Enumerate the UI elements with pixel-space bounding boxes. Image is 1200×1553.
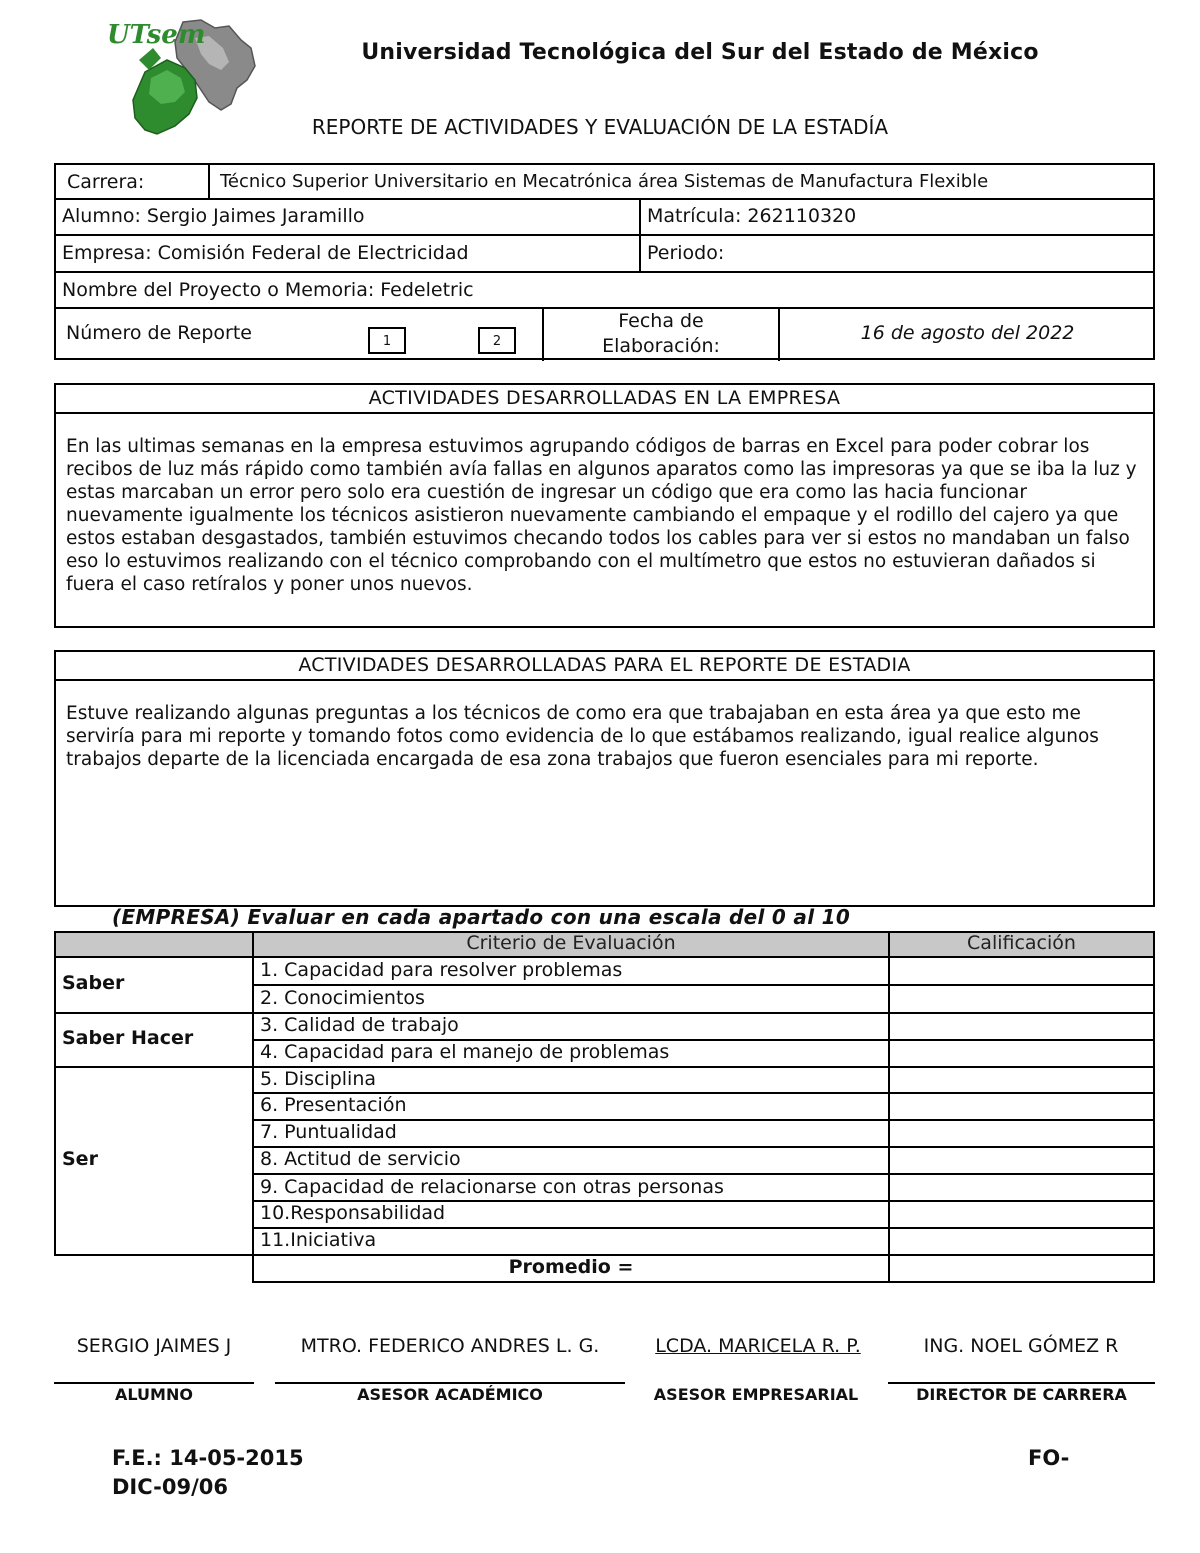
criterion-row: 4. Capacidad para el manejo de problemas bbox=[260, 1041, 670, 1063]
numero-reporte-label: Número de Reporte bbox=[66, 322, 252, 344]
criterion-row: 6. Presentación bbox=[260, 1094, 407, 1116]
signature-asesor-empresarial-role: ASESOR EMPRESARIAL bbox=[653, 1385, 859, 1404]
criterion-row: 10.Responsabilidad bbox=[260, 1202, 446, 1224]
grade-header: Calificación bbox=[967, 932, 1076, 954]
footer-fo: FO- bbox=[1028, 1446, 1070, 1470]
section-empresa bbox=[54, 383, 1155, 628]
logo-text: UTsem bbox=[107, 20, 206, 50]
periodo-field: Periodo: bbox=[647, 242, 725, 264]
matricula-field: Matrícula: 262110320 bbox=[647, 205, 857, 227]
section-reporte bbox=[54, 650, 1155, 907]
promedio-label: Promedio = bbox=[508, 1256, 634, 1278]
empresa-field: Empresa: Comisión Federal de Electricidad bbox=[62, 242, 469, 264]
fecha-value: 16 de agosto del 2022 bbox=[860, 322, 1075, 344]
group-ser: Ser bbox=[62, 1148, 98, 1170]
fecha-label-line-1: Fecha de bbox=[618, 310, 704, 332]
signature-alumno-role: ALUMNO bbox=[115, 1385, 193, 1404]
criterion-row: 5. Disciplina bbox=[260, 1068, 377, 1090]
footer-dates bbox=[112, 1444, 304, 1502]
numero-reporte-box-2: 2 bbox=[478, 327, 516, 354]
alumno-field: Alumno: Sergio Jaimes Jaramillo bbox=[62, 205, 365, 227]
criterion-row: 9. Capacidad de relacionarse con otras personas bbox=[260, 1176, 724, 1198]
section-reporte-body: Estuve realizando algunas preguntas a los técnicos de como era que trabajaban en esta área ya que esto me serviría para mi reporte y tomando fotos como evidencia de lo que estábamos realizando, igual realice algunos trabajos departe de la licenciada encargada de esa zona trabajos que fueron esenciales para mi reporte. bbox=[66, 703, 1099, 770]
footer-code: DIC-09/06 bbox=[112, 1475, 228, 1499]
criterion-row: 1. Capacidad para resolver problemas bbox=[260, 959, 623, 981]
numero-reporte-box-1: 1 bbox=[368, 327, 406, 354]
criterion-row: 7. Puntualidad bbox=[260, 1121, 397, 1143]
criterion-row: 2. Conocimientos bbox=[260, 987, 425, 1009]
info-table bbox=[54, 163, 1155, 360]
group-saber: Saber bbox=[62, 972, 125, 994]
criterion-row: 3. Calidad de trabajo bbox=[260, 1014, 459, 1036]
footer-fe: F.E.: 14-05-2015 bbox=[112, 1446, 304, 1470]
section-reporte-title: ACTIVIDADES DESARROLLADAS PARA EL REPORTE DE ESTADIA bbox=[56, 652, 1153, 681]
signature-asesor-empresarial-name: LCDA. MARICELA R. P. bbox=[655, 1335, 861, 1357]
university-title: Universidad Tecnológica del Sur del Estado de México bbox=[361, 40, 1039, 65]
proyecto-field: Nombre del Proyecto o Memoria: Fedeletric bbox=[62, 279, 474, 301]
section-empresa-title: ACTIVIDADES DESARROLLADAS EN LA EMPRESA bbox=[56, 385, 1153, 414]
signature-director-role: DIRECTOR DE CARRERA bbox=[916, 1385, 1127, 1404]
group-saber-hacer: Saber Hacer bbox=[62, 1027, 194, 1049]
signature-alumno-name: SERGIO JAIMES J bbox=[76, 1335, 232, 1357]
report-title: REPORTE DE ACTIVIDADES Y EVALUACIÓN DE LA ESTADÍA bbox=[311, 115, 889, 139]
carrera-value: Técnico Superior Universitario en Mecatrónica área Sistemas de Manufactura Flexible bbox=[220, 171, 989, 192]
signature-asesor-academico-name: MTRO. FEDERICO ANDRES L. G. bbox=[300, 1335, 600, 1357]
section-empresa-body: En las ultimas semanas en la empresa estuvimos agrupando códigos de barras en Excel para poder cobrar los recibos de luz más rápido como también avía fallas en algunos aparatos como las impresoras ya que se iba la luz y estas marcaban un error pero solo era cuestión de ingresar un código que era como las hacia funcionar nuevamente igualmente los técnicos asistieron nuevamente cambiando el empaque y el rodillo del cajero ya que estos estaban desgastados, también estuvimos checando todos los cables para ver si estos no mandaban un falso eso lo estuvimos realizando con el técnico comprobando con el multímetro que estos no estuvieran dañados si fuera el caso retíralos y poner unos nuevos. bbox=[66, 436, 1137, 595]
fecha-label-line-2: Elaboración: bbox=[602, 335, 720, 357]
fecha-label bbox=[544, 309, 778, 359]
carrera-label: Carrera: bbox=[67, 171, 145, 193]
criteria-header: Criterio de Evaluación bbox=[466, 932, 676, 954]
signature-director-name: ING. NOEL GÓMEZ R bbox=[923, 1335, 1119, 1357]
evaluation-caption: (EMPRESA) Evaluar en cada apartado con una escala del 0 al 10 bbox=[112, 905, 851, 929]
criterion-row: 11.Iniciativa bbox=[260, 1229, 377, 1251]
criterion-row: 8. Actitud de servicio bbox=[260, 1148, 461, 1170]
signature-asesor-academico-role: ASESOR ACADÉMICO bbox=[357, 1385, 543, 1404]
